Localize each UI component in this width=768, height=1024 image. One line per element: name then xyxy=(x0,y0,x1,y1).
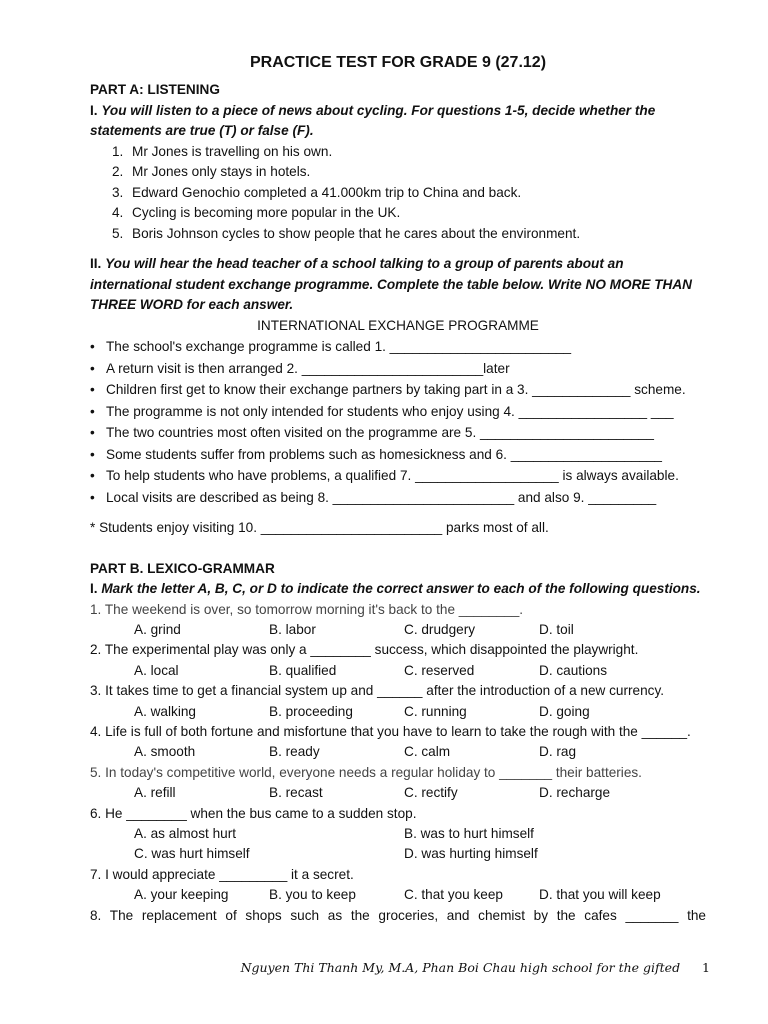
page-number: 1 xyxy=(702,960,710,975)
list-item: 3. Edward Genochio completed a 41.000km trip to China and back. xyxy=(112,184,522,200)
page-footer xyxy=(200,960,710,975)
list-item: • The programme is not only intended for students who enjoy using 4. _________________ ___ xyxy=(90,401,706,423)
option: C. that you keep xyxy=(404,887,503,903)
option: D. recharge xyxy=(539,785,611,801)
option: A. as almost hurt xyxy=(134,825,236,841)
instruction-text: You will hear the head teacher of a school talking to a group of parents about an international student exchange programme. Complete the table below. Write NO MORE THAN THREE WORD for each answer. xyxy=(90,256,692,312)
answer-options xyxy=(90,783,706,803)
list-item: • Local visits are described as being 8. ________________________ and also 9. _________ xyxy=(90,487,706,509)
option: C. calm xyxy=(404,744,451,760)
option: D. going xyxy=(539,703,590,719)
option: B. recast xyxy=(269,785,323,801)
option: C. was hurt himself xyxy=(134,846,250,862)
part-a-heading: PART A: LISTENING xyxy=(90,82,220,97)
list-item: • A return visit is then arranged 2. ________________________later xyxy=(90,358,706,380)
question-text: 6. He ________ when the bus came to a sudden stop. xyxy=(90,805,417,821)
section-number: I. xyxy=(90,581,102,596)
answer-options xyxy=(90,742,706,762)
list-item: 4. Cycling is becoming more popular in the UK. xyxy=(112,205,401,220)
part-b-heading: PART B. LEXICO-GRAMMAR xyxy=(90,560,275,576)
gap-fill-last-line: * Students enjoy visiting 10. ________________________ parks most of all. xyxy=(90,520,549,535)
list-item: 5. Boris Johnson cycles to show people that he cares about the environment. xyxy=(112,225,581,241)
page-title: PRACTICE TEST FOR GRADE 9 (27.12) xyxy=(249,54,547,71)
option: A. refill xyxy=(134,785,176,801)
answer-options xyxy=(90,824,706,844)
question-text: 3. It takes time to get a financial system up and ______ after the introduction of a new currency. xyxy=(90,683,665,699)
answer-options xyxy=(90,844,706,864)
document-page xyxy=(90,52,706,926)
option: B. proceeding xyxy=(269,703,353,719)
option: D. that you will keep xyxy=(539,887,661,903)
section-number: I. xyxy=(90,102,102,118)
question-text: 5. In today's competitive world, everyone needs a regular holiday to _______ their batteries. xyxy=(90,764,642,780)
option: C. reserved xyxy=(404,662,475,678)
option: A. grind xyxy=(134,621,181,637)
answer-options xyxy=(90,661,706,681)
listening-section-1-instruction xyxy=(90,101,706,142)
option: A. walking xyxy=(134,703,196,719)
option: B. ready xyxy=(269,744,320,760)
question-text: 8. The replacement of shops such as the groceries, and chemist by the cafes _______ the xyxy=(90,907,706,923)
list-item: • The school's exchange programme is called 1. ________________________ xyxy=(90,336,706,358)
list-item: • Some students suffer from problems such as homesickness and 6. ____________________ xyxy=(90,444,706,466)
list-item: • The two countries most often visited on the programme are 5. _______________________ xyxy=(90,422,706,444)
option: D. cautions xyxy=(539,662,608,678)
option: C. drudgery xyxy=(404,621,476,637)
option: C. running xyxy=(404,703,467,719)
section-number: II. xyxy=(90,256,106,271)
instruction-text: You will listen to a piece of news about cycling. For questions 1-5, decide whether the statements are true (T) or false (F). xyxy=(90,102,656,138)
option: C. rectify xyxy=(404,785,458,801)
option: B. was to hurt himself xyxy=(404,825,534,841)
option: A. local xyxy=(134,662,179,678)
instruction-text: Mark the letter A, B, C, or D to indicate the correct answer to each of the following questions. xyxy=(101,581,701,596)
option: A. your keeping xyxy=(134,887,229,903)
answer-options xyxy=(90,620,706,640)
answer-options xyxy=(90,885,706,905)
grammar-section-1-instruction xyxy=(90,579,706,600)
list-item: • To help students who have problems, a qualified 7. ___________________ is always available. xyxy=(90,465,706,487)
question-text: 4. Life is full of both fortune and misfortune that you have to learn to take the rough with the ______. xyxy=(90,723,691,739)
list-item: 1. Mr Jones is travelling on his own. xyxy=(112,143,333,159)
list-item: 2. Mr Jones only stays in hotels. xyxy=(112,164,311,179)
true-false-list xyxy=(90,142,706,245)
option: D. toil xyxy=(539,621,574,637)
option: D. rag xyxy=(539,744,577,760)
option: B. qualified xyxy=(269,662,337,678)
question-text: 2. The experimental play was only a ________ success, which disappointed the playwright. xyxy=(90,642,639,658)
listening-section-2-instruction xyxy=(90,254,706,316)
gap-fill-list xyxy=(90,336,706,508)
list-item: • Children first get to know their exchange partners by taking part in a 3. _____________ scheme. xyxy=(90,379,706,401)
answer-options xyxy=(90,702,706,722)
option: A. smooth xyxy=(134,744,196,760)
footer-author: Nguyen Thi Thanh My, M.A, Phan Boi Chau high school for the gifted xyxy=(240,960,681,975)
option: D. was hurting himself xyxy=(404,846,538,862)
option: B. labor xyxy=(269,621,316,637)
option: B. you to keep xyxy=(269,887,356,903)
table-title: INTERNATIONAL EXCHANGE PROGRAMME xyxy=(257,317,539,333)
question-text: 7. I would appreciate _________ it a secret. xyxy=(90,866,354,882)
question-text: 1. The weekend is over, so tomorrow morning it's back to the ________. xyxy=(90,601,524,617)
